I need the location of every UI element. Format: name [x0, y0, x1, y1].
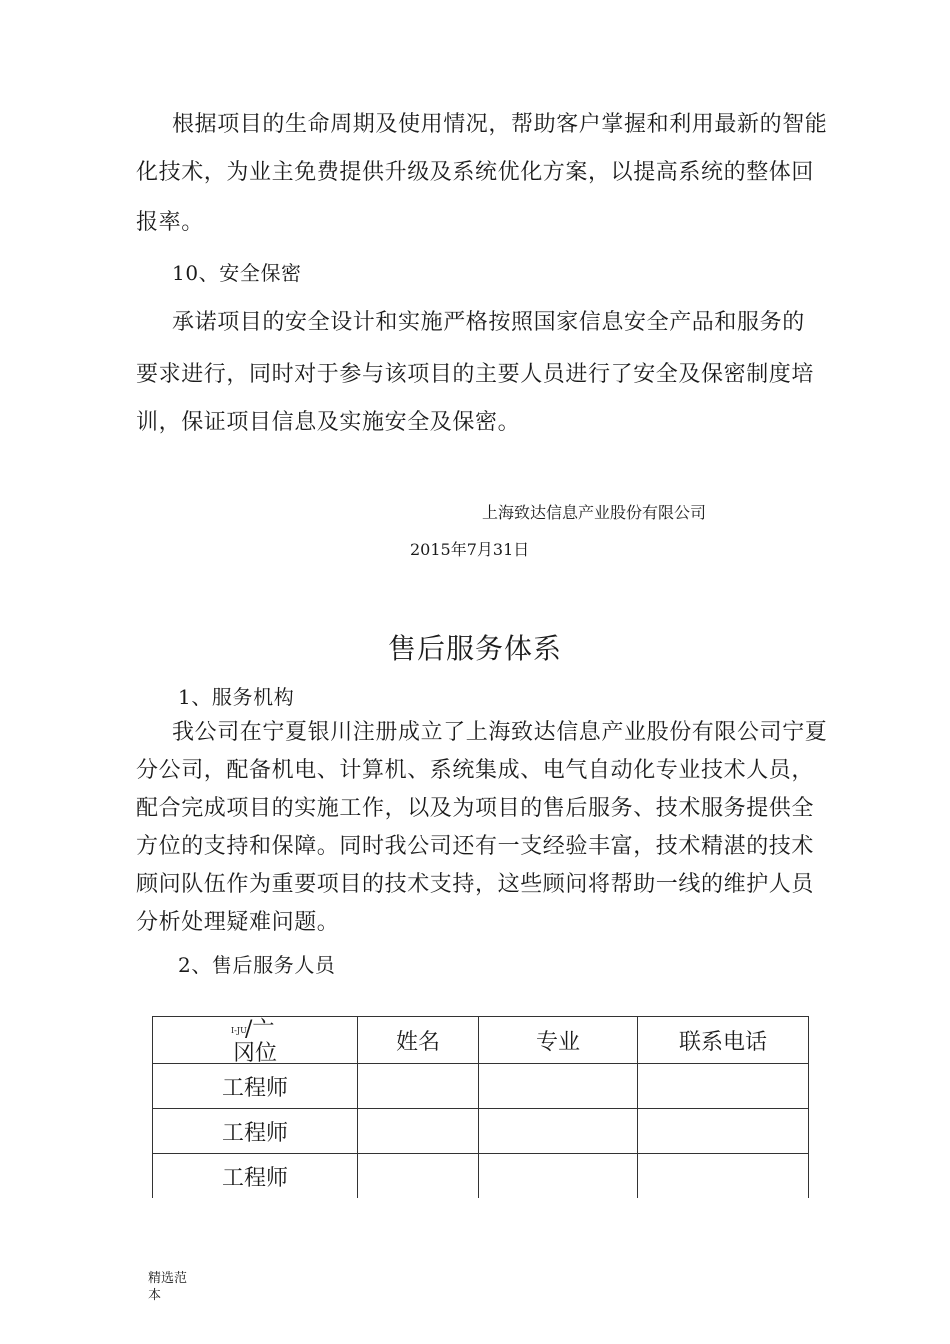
cell-phone — [638, 1064, 809, 1109]
intro-line-2: 化技术，为业主免费提供升级及系统优化方案，以提高系统的整体回 — [136, 160, 815, 185]
section-1-line-1: 我公司在宁夏银川注册成立了上海致达信息产业股份有限公司宁夏 — [172, 720, 828, 745]
section-10-line-1: 承诺项目的安全设计和实施严格按照国家信息安全产品和服务的 — [172, 310, 805, 335]
cell-name — [358, 1109, 479, 1154]
signature-date: 2015年7月31日 — [410, 540, 530, 559]
header-position-slash: /亠 — [245, 1017, 275, 1042]
table-row — [153, 1064, 809, 1109]
page-title: 售后服务体系 — [387, 632, 562, 665]
cell-name — [358, 1154, 479, 1199]
header-phone: 联系电话 — [638, 1017, 809, 1064]
section-2-heading: 2、售后服务人员 — [178, 953, 336, 977]
section-1-line-5: 顾问队伍作为重要项目的技术支持，这些顾问将帮助一线的维护人员 — [136, 872, 815, 897]
section-1-heading: 1、服务机构 — [178, 685, 295, 709]
cell-major — [479, 1064, 638, 1109]
cell-name — [358, 1064, 479, 1109]
table-header-row — [153, 1017, 809, 1064]
section-1-line-4: 方位的支持和保障。同时我公司还有一支经验丰富，技术精湛的技术 — [136, 834, 815, 859]
section-1-line-2: 分公司，配备机电、计算机、系统集成、电气自动化专业技术人员， — [136, 758, 815, 783]
cell-position: 工程师 — [153, 1064, 358, 1109]
cell-position: 工程师 — [153, 1109, 358, 1154]
table-row — [153, 1109, 809, 1154]
header-position-mark: I-JU — [231, 1026, 247, 1035]
section-1-line-6: 分析处理疑难问题。 — [136, 910, 340, 935]
section-10-line-3: 训，保证项目信息及实施安全及保密。 — [136, 410, 521, 435]
cell-position: 工程师 — [153, 1154, 358, 1199]
cell-major — [479, 1154, 638, 1199]
header-position-label: 冈位 — [233, 1041, 278, 1063]
section-1-line-3: 配合完成项目的实施工作，以及为项目的售后服务、技术服务提供全 — [136, 796, 815, 821]
section-10-heading: 10、安全保密 — [172, 261, 302, 285]
header-major: 专业 — [479, 1017, 638, 1064]
header-name: 姓名 — [358, 1017, 479, 1064]
footer-label: 精选范本 — [148, 1271, 188, 1303]
cell-phone — [638, 1154, 809, 1199]
signature-company: 上海致达信息产业股份有限公司 — [482, 503, 707, 522]
header-position — [153, 1017, 358, 1064]
cell-major — [479, 1109, 638, 1154]
section-10-line-2: 要求进行，同时对于参与该项目的主要人员进行了安全及保密制度培 — [136, 362, 815, 387]
intro-line-1: 根据项目的生命周期及使用情况，帮助客户掌握和利用最新的智能 — [172, 112, 828, 137]
cell-phone — [638, 1109, 809, 1154]
table-row — [153, 1154, 809, 1199]
intro-line-3: 报率。 — [136, 210, 204, 235]
after-sales-staff-table — [152, 1016, 809, 1198]
